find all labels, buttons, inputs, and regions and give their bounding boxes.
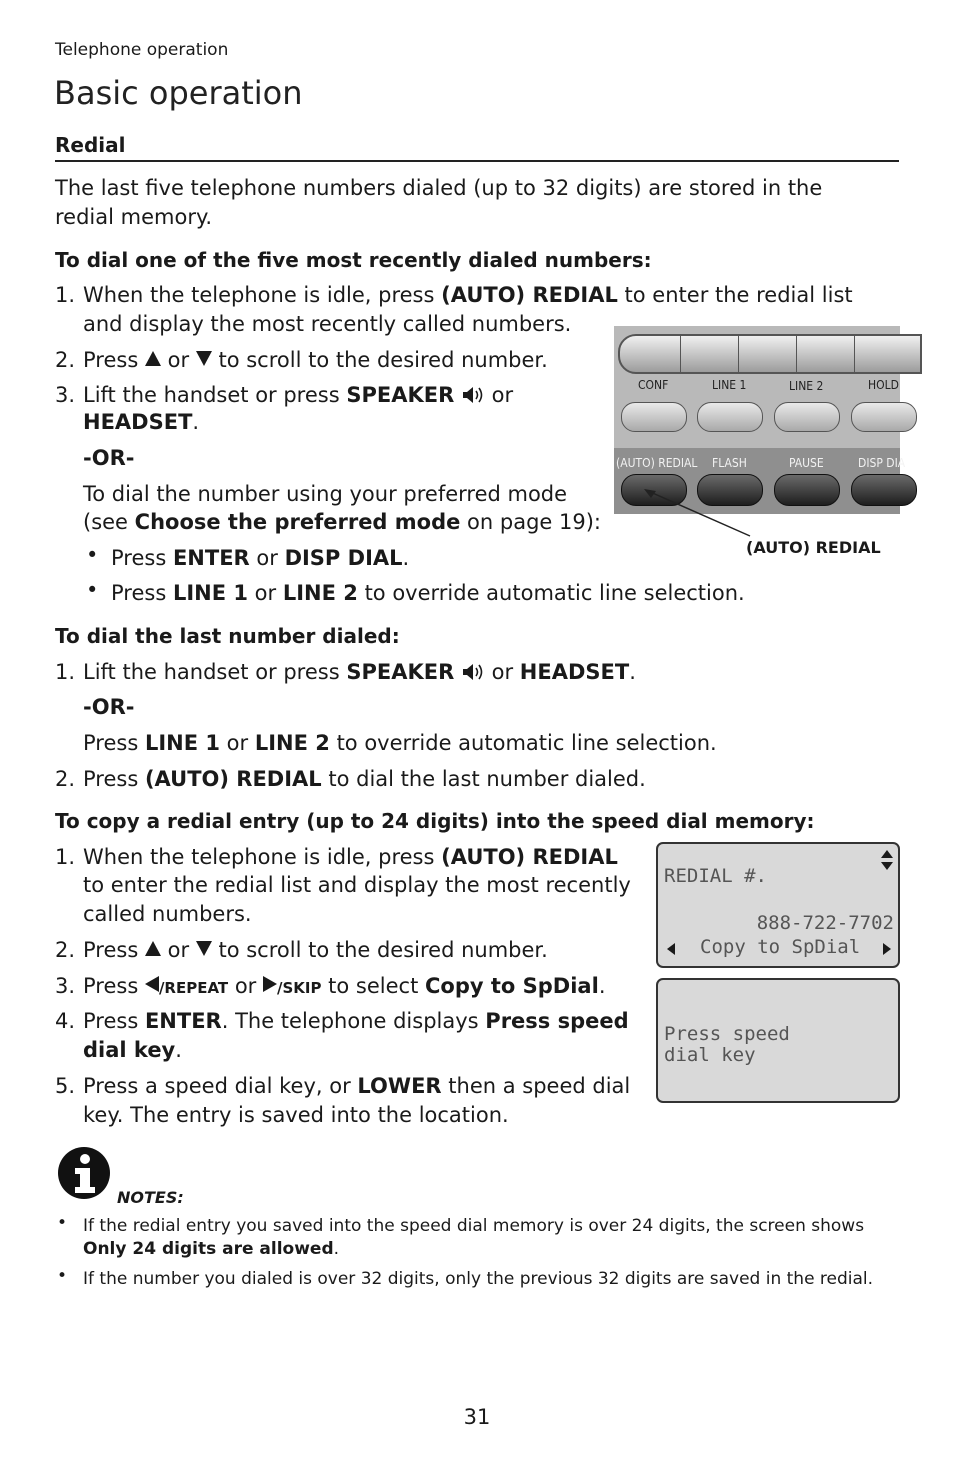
dial-last-step-2: Press (AUTO) REDIAL to dial the last number dialed.: [83, 767, 646, 791]
phone-panel-illustration: [614, 326, 906, 514]
step-number: 1.: [55, 660, 76, 684]
copy-step-4-cont: dial key.: [83, 1038, 182, 1062]
copy-step-5-cont: key. The entry is saved into the location.: [83, 1103, 509, 1127]
copy-step-1-cont: to enter the redial list and display the most recently: [83, 873, 631, 897]
auto-redial-label: (AUTO) REDIAL: [616, 456, 698, 470]
step-number: 2.: [55, 348, 76, 372]
hold-label: HOLD: [868, 378, 899, 392]
callout-line: [640, 488, 760, 540]
hold-button: [851, 402, 917, 432]
dial-recent-heading: To dial one of the five most recently dialed numbers:: [55, 248, 652, 272]
lcd-line-2: 888-722-7702: [756, 912, 894, 934]
left-arrow-icon: [145, 976, 159, 992]
copy-step-1: When the telephone is idle, press (AUTO) REDIAL: [83, 845, 618, 869]
page-title: Basic operation: [54, 74, 303, 112]
step-number: 5.: [55, 1074, 76, 1098]
conf-label: CONF: [638, 378, 669, 392]
lcd-screen-redial: [656, 842, 900, 968]
line2-button: [774, 402, 840, 432]
copy-step-3: Press /REPEAT or /SKIP to select Copy to SpDial.: [83, 974, 606, 998]
step-number: 1.: [55, 845, 76, 869]
up-down-arrow-icon: [880, 849, 894, 871]
preferred-mode-line-2: (see Choose the preferred mode on page 19):: [83, 510, 601, 534]
left-arrow-icon: [666, 942, 676, 956]
dial-recent-step-2: Press or to scroll to the desired number.: [83, 348, 548, 372]
flash-label: FLASH: [712, 456, 747, 470]
redial-intro-line-1: The last five telephone numbers dialed (up to 32 digits) are stored in the: [55, 176, 823, 200]
note-1-cont: Only 24 digits are allowed.: [83, 1239, 340, 1259]
copy-heading: To copy a redial entry (up to 24 digits) into the speed dial memory:: [55, 809, 815, 833]
dial-last-heading: To dial the last number dialed:: [55, 624, 400, 648]
line2-label: LINE 2: [789, 379, 824, 393]
step-number: 2.: [55, 767, 76, 791]
bullet: •: [86, 578, 99, 602]
divider: [854, 336, 855, 372]
up-arrow-icon: [145, 351, 161, 366]
bullet-line: Press LINE 1 or LINE 2 to override automatic line selection.: [111, 581, 745, 605]
lcd-line-3: Copy to SpDial: [700, 936, 861, 958]
down-arrow-icon: [196, 941, 212, 956]
right-arrow-icon: [263, 976, 277, 992]
pause-button: [774, 474, 840, 506]
bullet: •: [57, 1213, 68, 1233]
divider: [796, 336, 797, 372]
step-number: 3.: [55, 383, 76, 407]
or-separator: -OR-: [83, 695, 135, 719]
bullet: •: [57, 1266, 68, 1286]
dial-recent-step-1-cont: and display the most recently called numbers.: [83, 312, 572, 336]
divider: [680, 336, 681, 372]
softkey-bar: [618, 334, 922, 374]
page-number: 31: [463, 1405, 491, 1429]
auto-redial-callout: (AUTO) REDIAL: [746, 538, 881, 557]
redial-heading: Redial: [55, 133, 126, 157]
copy-step-4: Press ENTER. The telephone displays Press speed: [83, 1009, 629, 1033]
up-arrow-icon: [145, 941, 161, 956]
dial-recent-step-3-cont: HEADSET.: [83, 410, 200, 434]
step-number: 1.: [55, 283, 76, 307]
dial-last-step-1: Lift the handset or press SPEAKER or HEADSET.: [83, 660, 636, 684]
bullet: •: [86, 543, 99, 567]
dial-recent-step-3: Lift the handset or press SPEAKER or: [83, 383, 514, 407]
step-number: 3.: [55, 974, 76, 998]
down-arrow-icon: [196, 351, 212, 366]
step-number: 2.: [55, 938, 76, 962]
disp-dial-button: [851, 474, 917, 506]
lcd-line-1: REDIAL #.: [664, 865, 767, 887]
bullet-enter: Press ENTER or DISP DIAL.: [111, 546, 410, 570]
or-separator: -OR-: [83, 446, 135, 470]
notes-label: NOTES:: [117, 1188, 184, 1207]
line1-button: [697, 402, 763, 432]
note-2: If the number you dialed is over 32 digits, only the previous 32 digits are saved in the redial.: [83, 1269, 874, 1289]
speaker-icon: [461, 385, 485, 405]
dial-last-alt: Press LINE 1 or LINE 2 to override automatic line selection.: [83, 731, 717, 755]
lcd-screen-press-speed: [656, 978, 900, 1103]
speaker-icon: [461, 662, 485, 682]
copy-step-2: Press or to scroll to the desired number.: [83, 938, 548, 962]
lcd-line-1: Press speed: [664, 1023, 790, 1045]
copy-step-1-cont-2: called numbers.: [83, 902, 252, 926]
disp-dial-label: DISP DIA: [858, 456, 906, 470]
note-1: If the redial entry you saved into the speed dial memory is over 24 digits, the screen shows: [83, 1216, 865, 1236]
redial-intro-line-2: redial memory.: [55, 205, 213, 229]
section-label: Telephone operation: [55, 40, 229, 60]
copy-step-5: Press a speed dial key, or LOWER then a speed dial: [83, 1074, 631, 1098]
pause-label: PAUSE: [789, 456, 824, 470]
info-icon: [57, 1146, 111, 1200]
heading-rule: [55, 160, 899, 162]
preferred-mode-line-1: To dial the number using your preferred mode: [83, 482, 568, 506]
line1-label: LINE 1: [712, 378, 747, 392]
lcd-line-2: dial key: [664, 1044, 756, 1066]
dial-recent-step-1: When the telephone is idle, press (AUTO) REDIAL to enter the redial list: [83, 283, 853, 307]
right-arrow-icon: [882, 942, 892, 956]
conf-button: [621, 402, 687, 432]
divider: [738, 336, 739, 372]
step-number: 4.: [55, 1009, 76, 1033]
